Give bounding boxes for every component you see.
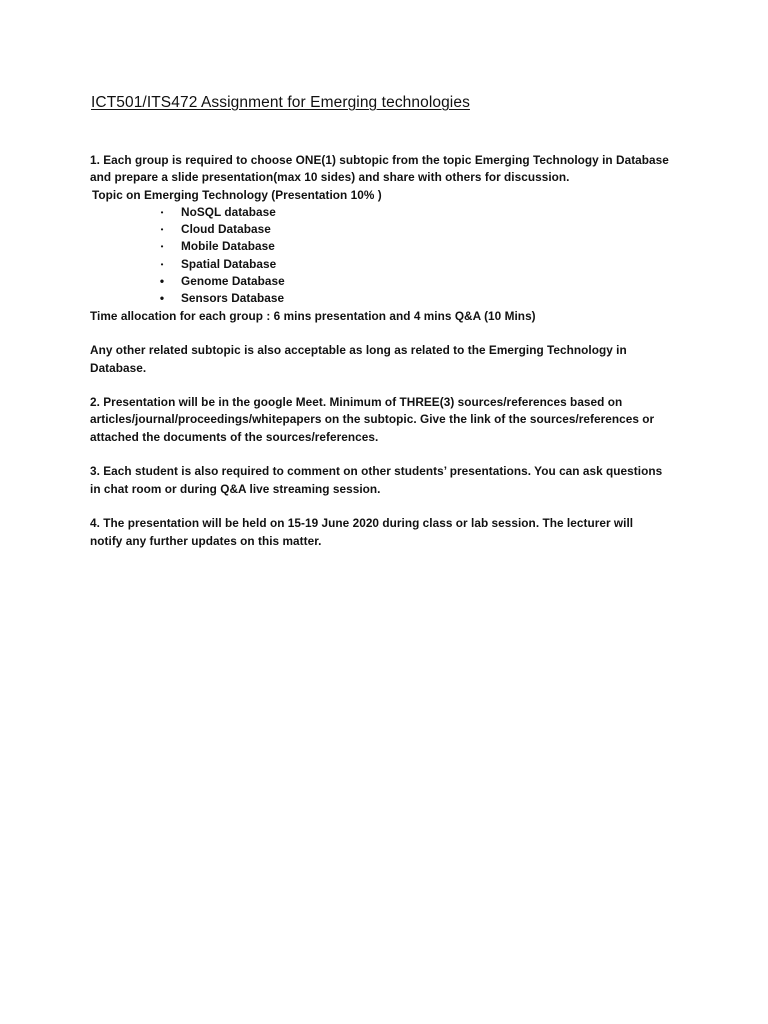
paragraph-4-line-1: 4. The presentation will be held on 15-19 June 2020 during class or lab session. The lecturer will (90, 516, 634, 531)
time-allocation: Time allocation for each group : 6 mins presentation and 4 mins Q&A (10 Mins) (90, 308, 536, 323)
list-item (90, 273, 690, 290)
paragraph-3-line-1: 3. Each student is also required to comment on other students’ presentations. You can ask questions (90, 464, 663, 479)
list-item (90, 290, 690, 307)
bullet-icon: • (159, 291, 165, 306)
spacer (90, 325, 690, 342)
bullet-icon: • (160, 207, 164, 217)
paragraph-1-line-1: 1. Each group is required to choose ONE(1) subtopic from the topic Emerging Technology in Database (90, 153, 669, 167)
subtopic-label: Genome Database (181, 274, 285, 289)
subtopic-label: Spatial Database (181, 256, 277, 271)
subtopic-label: Mobile Database (181, 239, 275, 254)
paragraph-2-line-1: 2. Presentation will be in the google Meet. Minimum of THREE(3) sources/references based on (90, 395, 623, 410)
list-item (90, 204, 690, 221)
bullet-icon: • (160, 242, 164, 252)
paragraph-1-line-2: and prepare a slide presentation(max 10 sides) and share with others for discussion. (90, 170, 570, 185)
other-subtopic-line-1: Any other related subtopic is also acceptable as long as related to the Emerging Technology in (90, 343, 627, 358)
bullet-icon: • (160, 225, 164, 235)
bullet-icon: • (160, 259, 164, 269)
bullet-icon: • (159, 274, 165, 289)
topic-heading: Topic on Emerging Technology (Presentation 10% ) (92, 187, 382, 202)
paragraph-2-line-2: articles/journal/proceedings/whitepapers on the subtopic. Give the link of the sources/references or (90, 412, 655, 427)
list-item (90, 238, 690, 255)
list-item (90, 221, 690, 238)
subtopic-label: Sensors Database (181, 291, 285, 306)
document-body (90, 152, 690, 550)
document-title: ICT501/ITS472 Assignment for Emerging technologies (91, 94, 470, 111)
paragraph-4-line-2: notify any further updates on this matter. (90, 533, 322, 548)
paragraph-3-line-2: in chat room or during Q&A live streaming session. (90, 481, 381, 496)
spacer (90, 446, 690, 463)
subtopic-label: NoSQL database (181, 204, 276, 219)
list-item (90, 256, 690, 273)
subtopic-label: Cloud Database (181, 222, 271, 237)
other-subtopic-line-2: Database. (90, 360, 147, 375)
spacer (90, 498, 690, 515)
spacer (90, 377, 690, 394)
paragraph-2-line-3: attached the documents of the sources/references. (90, 429, 379, 444)
subtopic-list (90, 204, 690, 308)
